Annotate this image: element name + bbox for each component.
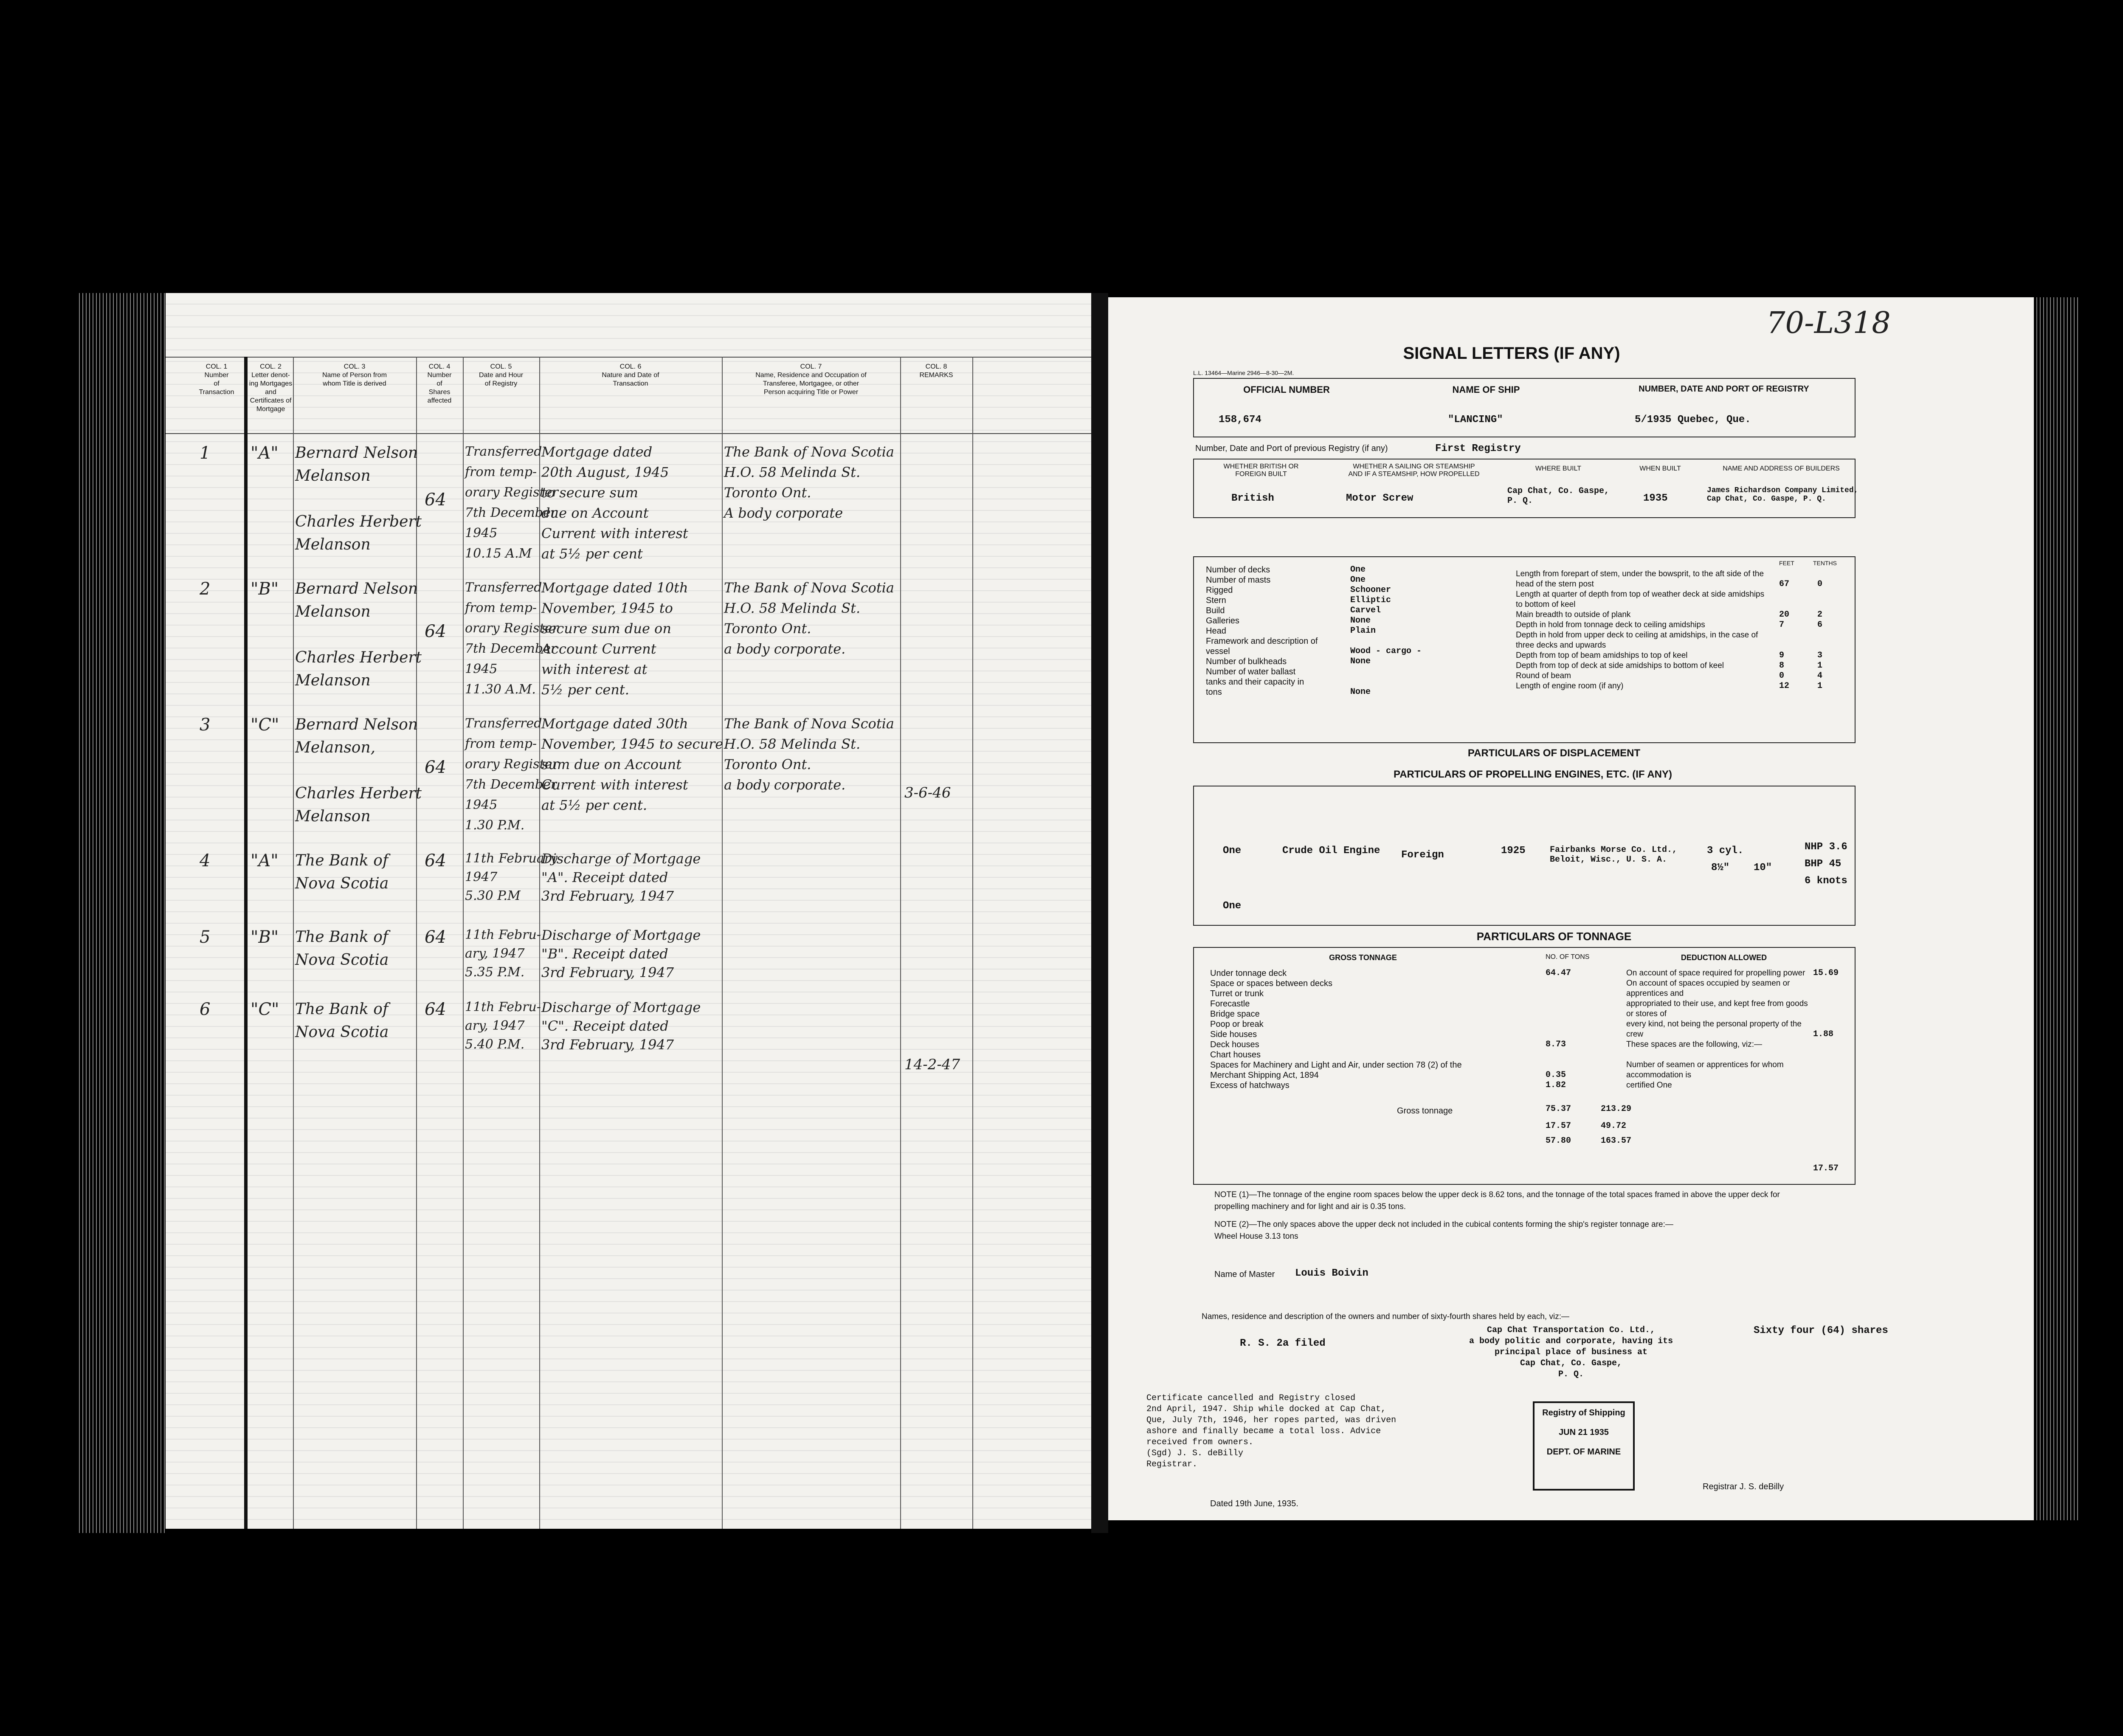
registry-value: 5/1935 Quebec, Que. bbox=[1635, 414, 1751, 426]
gross-tonnage: 75.37 bbox=[1546, 1104, 1571, 1114]
dimension-tenths-label: TENTHS bbox=[1813, 560, 1837, 566]
gross-labels: Under tonnage deck Space or spaces between decks Turret or trunk Forecastle Bridge space Poop or break Side houses Deck houses Chart houses Spaces for Machinery and Light and Air, under section 78 (2) of the Merchant Shipping Act, 1894 Excess of hatchways bbox=[1210, 969, 1462, 1090]
col-header-7: COL. 7 Name, Residence and Occupation of Transferee, Mortgagee, or other Person acquiring Title or Power bbox=[755, 363, 867, 396]
official-number-label: OFFICIAL NUMBER bbox=[1243, 384, 1330, 395]
entry-5-from: The Bank of Nova Scotia bbox=[295, 928, 389, 969]
col-divider bbox=[900, 357, 901, 1529]
entry-3-transferee: The Bank of Nova Scotia H.O. 58 Melinda St. Toronto Ont. a body corporate. bbox=[724, 716, 894, 793]
entry-6-letter: "C" bbox=[251, 1000, 279, 1019]
entry-5-letter: "B" bbox=[251, 927, 279, 947]
engine-stroke: 10" bbox=[1754, 862, 1772, 874]
description-labels: Number of decks Number of masts Rigged Stern Build Galleries Head Framework and description of vessel Number of bulkheads Number of water ballast tanks and their capacity in tons bbox=[1206, 565, 1318, 697]
entry-3-letter: "C" bbox=[251, 715, 279, 735]
note-2: NOTE (2)—The only spaces above the upper deck not included in the cubical contents forming the ship's register tonnage are:— Wheel House 3.13 tons bbox=[1214, 1220, 1673, 1241]
displacement-title: PARTICULARS OF DISPLACEMENT bbox=[1467, 747, 1641, 759]
entry-6-from: The Bank of Nova Scotia bbox=[295, 1000, 389, 1041]
entry-1-date: Transferred from temp- orary Register 7th December 1945 10.15 A.M bbox=[465, 444, 558, 561]
engine-sets: One bbox=[1223, 845, 1242, 857]
entry-2-number: 2 bbox=[200, 579, 211, 599]
build-when: 1935 bbox=[1643, 493, 1668, 504]
register-right-page bbox=[1108, 297, 2034, 1520]
owner-details: Cap Chat Transportation Co. Ltd., a body politic and corporate, having its principal place of business at Cap Chat, Co. Gaspe, P. Q. bbox=[1469, 1325, 1673, 1379]
gross-tonnage-label: Gross tonnage bbox=[1397, 1106, 1453, 1116]
engine-origin: Foreign bbox=[1401, 849, 1444, 861]
col-divider bbox=[972, 357, 973, 1529]
entry-3-number: 3 bbox=[200, 715, 211, 735]
signal-letters-heading: SIGNAL LETTERS (IF ANY) bbox=[1403, 344, 1620, 363]
col-divider bbox=[293, 357, 294, 1529]
tons-column-label: NO. OF TONS bbox=[1546, 953, 1590, 961]
entry-6-remarks: 14-2-47 bbox=[904, 1056, 960, 1073]
entry-3-shares: 64 bbox=[425, 758, 446, 777]
build-origin: British bbox=[1231, 493, 1274, 504]
build-propulsion: Motor Screw bbox=[1346, 493, 1413, 504]
entry-4-from: The Bank of Nova Scotia bbox=[295, 852, 389, 892]
entry-3-remarks: 3-6-46 bbox=[904, 784, 951, 801]
owner-shares: Sixty four (64) shares bbox=[1754, 1325, 1888, 1336]
deduction-values: 15.69 1.88 bbox=[1813, 968, 1839, 1039]
ship-name: "LANCING" bbox=[1448, 414, 1503, 426]
register-tonnage: 57.80 bbox=[1546, 1136, 1571, 1146]
file-number: 70-L318 bbox=[1766, 305, 1891, 340]
previous-registry: First Registry bbox=[1435, 443, 1521, 454]
col-header-1: COL. 1 Number of Transaction bbox=[199, 363, 234, 396]
stamp-text: Registry of Shipping JUN 21 1935 DEPT. OF MARINE bbox=[1542, 1408, 1625, 1457]
engine-shafts: One bbox=[1223, 900, 1242, 912]
gross-cubic: 213.29 bbox=[1601, 1104, 1632, 1114]
engine-makers: Fairbanks Morse Co. Ltd., Beloit, Wisc., U. S. A. bbox=[1550, 845, 1678, 865]
col-divider bbox=[463, 357, 464, 1529]
build-header-where: WHERE BUILT bbox=[1535, 465, 1582, 472]
entry-1-number: 1 bbox=[200, 443, 211, 463]
build-header-propulsion: WHETHER A SAILING OR STEAMSHIP AND IF A STEAMSHIP, HOW PROPELLED bbox=[1348, 463, 1480, 478]
col-header-2: COL. 2 Letter denot- ing Mortgages and Certificates of Mortgage bbox=[249, 363, 293, 413]
description-values: One One Schooner Elliptic Carvel None Plain Wood - cargo - None None bbox=[1350, 565, 1422, 697]
entry-4-nature: Discharge of Mortgage "A". Receipt dated 3rd February, 1947 bbox=[541, 851, 701, 904]
col-divider bbox=[722, 357, 723, 1529]
build-where: Cap Chat, Co. Gaspe, P. Q. bbox=[1507, 486, 1610, 506]
col-header-3: COL. 3 Name of Person from whom Title is derived bbox=[322, 363, 387, 387]
dated: Dated 19th June, 1935. bbox=[1210, 1499, 1298, 1508]
entry-2-letter: "B" bbox=[251, 579, 279, 599]
total-deductions: 17.57 bbox=[1813, 1164, 1839, 1173]
deductions-cubic: 49.72 bbox=[1601, 1121, 1627, 1131]
rs-filed: R. S. 2a filed bbox=[1240, 1338, 1326, 1349]
build-header-origin: WHETHER BRITISH OR FOREIGN BUILT bbox=[1223, 463, 1299, 478]
engine-power: NHP 3.6 BHP 45 6 knots bbox=[1805, 841, 1847, 887]
owners-label: Names, residence and description of the owners and number of sixty-fourth shares held by each, viz:— bbox=[1202, 1312, 1569, 1321]
entry-2-transferee: The Bank of Nova Scotia H.O. 58 Melinda St. Toronto Ont. a body corporate. bbox=[724, 580, 894, 657]
entry-3-from: Bernard Nelson Melanson, Charles Herbert Melanson bbox=[295, 716, 422, 825]
col-header-8: COL. 8 REMARKS bbox=[919, 363, 953, 379]
deductions-tons: 17.57 bbox=[1546, 1121, 1571, 1131]
entry-4-letter: "A" bbox=[251, 851, 279, 871]
entry-5-date: 11th Febru- ary, 1947 5.35 P.M. bbox=[465, 927, 541, 980]
entry-3-nature: Mortgage dated 30th November, 1945 to secure sum due on Account Current with interest at 5½ per cent. bbox=[541, 716, 724, 813]
entry-2-date: Transferred from temp- orary Register 7th December 1945 11.30 A.M. bbox=[465, 580, 558, 697]
register-left-page bbox=[166, 293, 1091, 1529]
official-number: 158,674 bbox=[1219, 414, 1261, 426]
entry-4-date: 11th February 1947 5.30 P.M bbox=[465, 851, 558, 903]
engine-year: 1925 bbox=[1501, 845, 1526, 857]
entry-6-number: 6 bbox=[200, 1000, 211, 1019]
entry-5-nature: Discharge of Mortgage "B". Receipt dated 3rd February, 1947 bbox=[541, 927, 701, 981]
entry-4-shares: 64 bbox=[425, 851, 446, 871]
entry-1-nature: Mortgage dated 20th August, 1945 to secure sum due on Account Current with interest at 5½ per cent bbox=[541, 444, 688, 562]
entry-1-transferee: The Bank of Nova Scotia H.O. 58 Melinda St. Toronto Ont. A body corporate bbox=[724, 444, 894, 521]
tonnage-title: PARTICULARS OF TONNAGE bbox=[1476, 930, 1632, 943]
book-spine bbox=[1091, 293, 1108, 1533]
entry-1-shares: 64 bbox=[425, 490, 446, 510]
col-header-5: COL. 5 Date and Hour of Registry bbox=[479, 363, 524, 387]
master-name: Louis Boivin bbox=[1295, 1268, 1368, 1279]
entry-3-date: Transferred from temp- orary Register 7th December 1945 1.30 P.M. bbox=[465, 716, 558, 833]
closing-note: Certificate cancelled and Registry closed 2nd April, 1947. Ship while docked at Cap Chat, Que, July 7th, 1946, her ropes parted, was driven ashore and finally became a total loss. Advice received from owners. (Sgd) J. S. deBilly Registrar. bbox=[1146, 1393, 1397, 1469]
header-top-rule bbox=[166, 357, 1091, 358]
dimension-tenths: 0 2 6 3 1 4 1 bbox=[1817, 579, 1823, 691]
col-header-6: COL. 6 Nature and Date of Transaction bbox=[602, 363, 659, 387]
registry-stamp bbox=[1533, 1401, 1635, 1491]
dimension-feet-label: FEET bbox=[1779, 560, 1794, 566]
engine-description: Crude Oil Engine bbox=[1282, 845, 1380, 857]
entry-1-letter: "A" bbox=[251, 443, 279, 463]
engine-cylinders: 3 cyl. bbox=[1707, 845, 1744, 857]
form-code: L.L. 13464—Marine 2946—8-30—2M. bbox=[1193, 369, 1294, 376]
header-bottom-rule bbox=[166, 433, 1091, 434]
entry-2-nature: Mortgage dated 10th November, 1945 to secure sum due on Account Current with interest at 5½ per cent. bbox=[541, 580, 688, 698]
gross-tonnage-title: GROSS TONNAGE bbox=[1329, 953, 1397, 962]
dimension-labels: Length from forepart of stem, under the bowsprit, to the aft side of the head of the stern post Length at quarter of depth from top of weather deck at side amidships to bottom of keel Main breadth to outside of plank Depth in hold from tonnage deck to ceiling amidships Depth in hold from upper deck to ceiling at amidships, in the case of three decks and upwards Depth from top of beam amidships to top of keel Depth from top of deck at side amidships to bottom of keel Round of beam Length of engine room (if any) bbox=[1516, 569, 1765, 690]
note-1: NOTE (1)—The tonnage of the engine room spaces below the upper deck is 8.62 tons, and the tonnage of the total spaces framed in above the upper deck for propelling machinery and for light and air is 0.35 tons. bbox=[1214, 1190, 1780, 1211]
entry-6-date: 11th Febru- ary, 1947 5.40 P.M. bbox=[465, 1000, 541, 1052]
col-header-4: COL. 4 Number of Shares affected bbox=[427, 363, 452, 404]
entry-1-from: Bernard Nelson Melanson Charles Herbert Melanson bbox=[295, 444, 422, 553]
build-header-when: WHEN BUILT bbox=[1639, 465, 1681, 472]
entry-2-from: Bernard Nelson Melanson Charles Herbert Melanson bbox=[295, 580, 422, 689]
margin-rule bbox=[244, 357, 248, 1529]
build-builders: James Richardson Company Limited, Cap Chat, Co. Gaspe, P. Q. bbox=[1707, 486, 1858, 503]
entry-6-nature: Discharge of Mortgage "C". Receipt dated 3rd February, 1947 bbox=[541, 999, 701, 1053]
engine-diameter: 8½" bbox=[1711, 862, 1730, 874]
gross-values: 64.47 8.73 0.35 1.82 bbox=[1546, 968, 1571, 1090]
dimension-feet: 67 20 7 9 8 0 12 bbox=[1779, 579, 1790, 691]
deduction-text: On account of space required for propelling power On account of spaces occupied by seamen or apprentices and appropriated to their use, and kept free from goods or stores of every kind, not being the personal property of the crew These spaces are the following, viz:— Number of seamen or apprentices for whom accommodation is certified One bbox=[1626, 969, 1808, 1090]
build-header-builders: NAME AND ADDRESS OF BUILDERS bbox=[1723, 465, 1840, 472]
previous-registry-label: Number, Date and Port of previous Registry (if any) bbox=[1195, 444, 1388, 453]
registry-label: NUMBER, DATE AND PORT OF REGISTRY bbox=[1639, 384, 1809, 394]
engines-title: PARTICULARS OF PROPELLING ENGINES, ETC. (IF ANY) bbox=[1393, 769, 1672, 780]
deduction-title: DEDUCTION ALLOWED bbox=[1681, 953, 1767, 962]
ship-name-label: NAME OF SHIP bbox=[1452, 384, 1520, 395]
entry-5-number: 5 bbox=[200, 927, 211, 947]
master-label: Name of Master bbox=[1214, 1270, 1275, 1279]
entry-5-shares: 64 bbox=[425, 927, 446, 947]
register-cubic: 163.57 bbox=[1601, 1136, 1632, 1146]
entry-6-shares: 64 bbox=[425, 1000, 446, 1019]
entry-4-number: 4 bbox=[200, 851, 211, 871]
entry-2-shares: 64 bbox=[425, 622, 446, 641]
registrar: Registrar J. S. deBilly bbox=[1703, 1482, 1784, 1491]
